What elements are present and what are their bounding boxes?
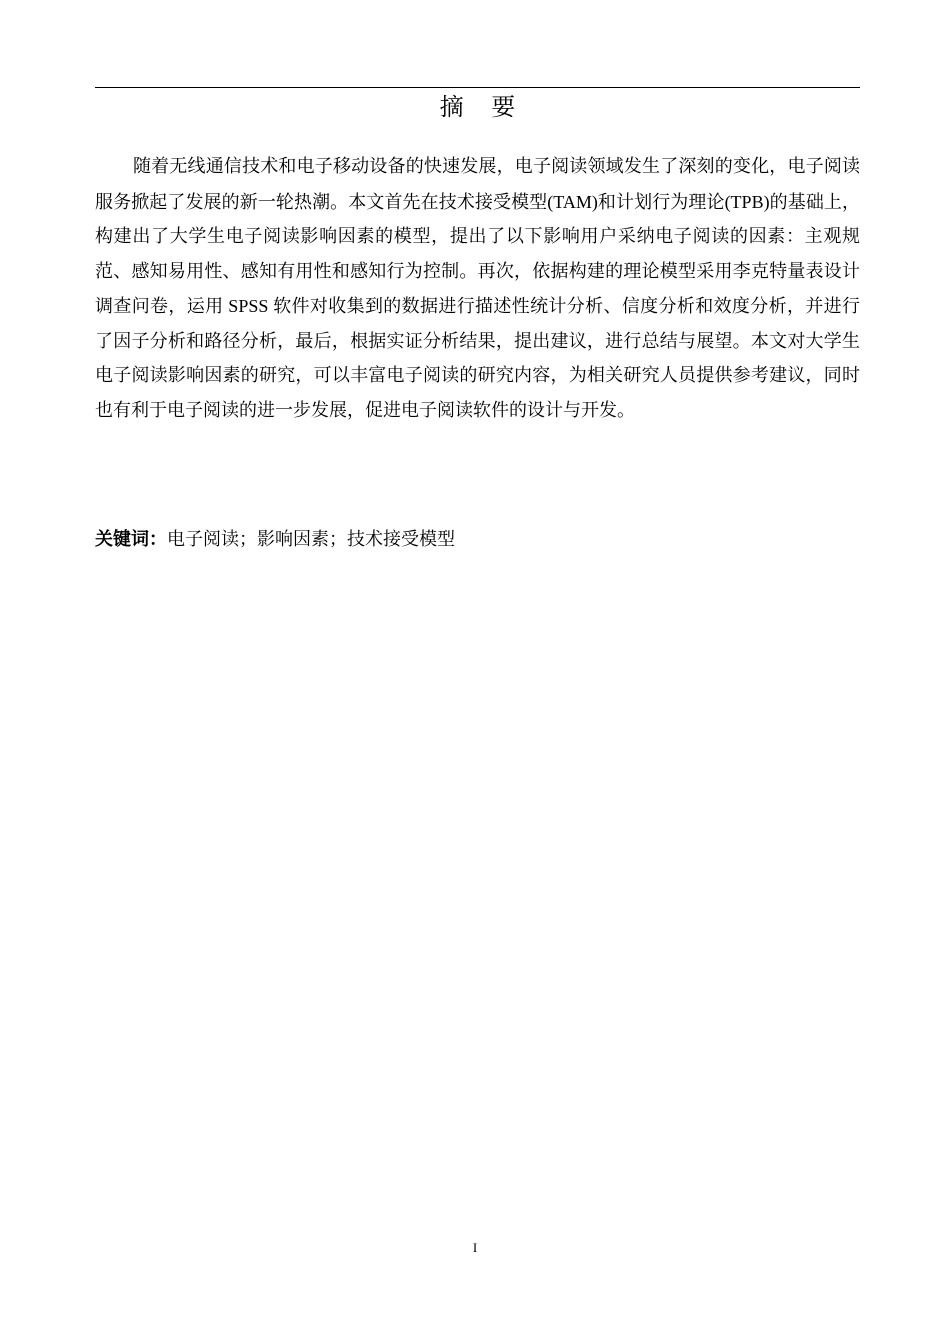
abstract-segment: (TAM) <box>547 191 598 212</box>
keywords-value: 电子阅读；影响因素；技术接受模型 <box>167 529 455 550</box>
keywords-label: 关键词： <box>95 529 167 550</box>
abstract-segment: 和计划行为理论 <box>597 191 725 213</box>
keywords-line <box>95 523 860 557</box>
abstract-segment: 软件对收集到的数据进行描述性统计分析、信度分析和效度分析，并进行了因子分析和路径分析，最后，根据实证分析结果，提出建议，进行总结与展望。本文对大学生电子阅读影响因素的研究，可以丰富电子阅读的研究内容，为相关研究人员提供参考建议，同时也有利于电子阅读的进一步发展，促进电子阅读软件的设计与开发。 <box>95 296 861 421</box>
header-rule <box>95 87 860 88</box>
page-number: I <box>472 1240 478 1255</box>
page-title: 摘 要 <box>439 93 526 121</box>
abstract-segment: 随着无线通信技术和电子移动设备的快速发展，电子阅读领域发生了深刻的变化，电子阅读服务掀起了发展的新一轮热潮。本文首先在技术接受模型 <box>95 156 860 213</box>
abstract-segment: 的基础上，构建出了大学生电子阅读影响因素的模型，提出了以下影响用户采纳电子阅读的因素：主观规范、感知易用性、感知有用性和感知行为控制。再次，依据构建的理论模型采用李克特量表设计调查问卷，运用 <box>95 191 861 317</box>
abstract-segment: SPSS <box>223 296 274 316</box>
abstract-segment: (TPB) <box>724 191 770 212</box>
abstract-body <box>95 150 860 428</box>
